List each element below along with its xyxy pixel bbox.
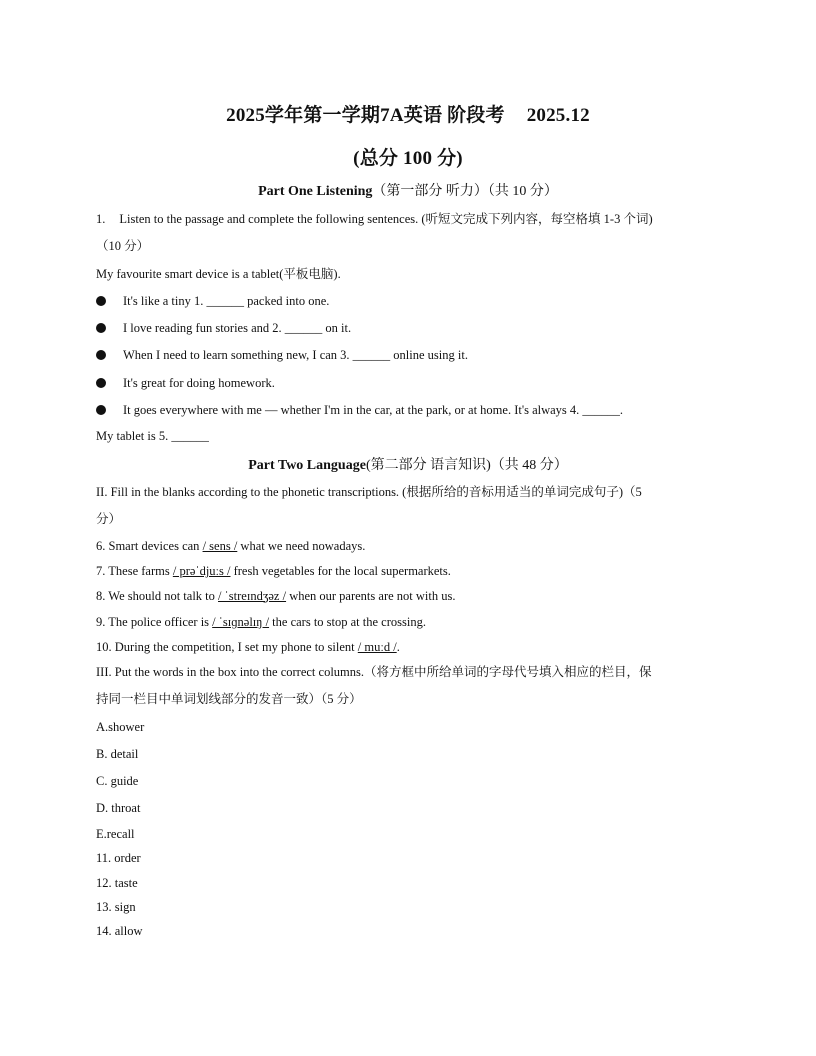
q3-option: C. guide xyxy=(96,774,139,788)
q1-instruction-text: Listen to the passage and complete the following sentences. (听短文完成下列内容，每空格填 1-3 个词) xyxy=(119,212,653,226)
q2-item-text: 6. Smart devices can xyxy=(96,539,203,553)
bullet-icon xyxy=(96,323,106,333)
exam-title-date: 2025.12 xyxy=(526,105,590,126)
phonetic-transcription: / muːd / xyxy=(357,640,397,654)
part-one-heading xyxy=(0,180,816,200)
exam-title xyxy=(0,100,816,127)
q1-bullet-text: I love reading fun stories and 2. ______ on it. xyxy=(123,321,352,335)
q3-instruction-cont: 持同一栏目中单词划线部分的发音一致）（5 分） xyxy=(96,692,362,706)
q2-item-text: fresh vegetables for the local supermarkets. xyxy=(230,564,451,578)
exam-title-main: 2025学年第一学期7A英语 阶段考 xyxy=(226,105,505,126)
phonetic-transcription: / ˈsɪɡnəlɪŋ / xyxy=(212,615,270,629)
q3-instruction: III. Put the words in the box into the correct columns.（将方框中所给单词的字母代号填入相应的栏目，保 xyxy=(96,665,652,679)
q2-instruction-cont: 分） xyxy=(96,512,122,526)
q2-item-text: . xyxy=(396,640,400,654)
bullet-icon xyxy=(96,378,106,388)
q2-item-9 xyxy=(96,614,726,630)
q3-item: 14. allow xyxy=(96,924,143,938)
list-item xyxy=(96,320,726,336)
phonetic-transcription: / prəˈdjuːs / xyxy=(172,564,231,578)
q1-bullet-text: It's great for doing homework. xyxy=(123,376,275,390)
q1-instruction xyxy=(96,211,726,227)
q2-item-8 xyxy=(96,588,726,604)
part-two-heading-cn: (第二部分 语言知识)（共 48 分） xyxy=(365,458,568,473)
q2-item-6 xyxy=(96,538,726,554)
phonetic-transcription: / ˈstreɪndʒəz / xyxy=(218,589,287,603)
list-item xyxy=(96,375,726,391)
q1-bullet-text: It's like a tiny 1. ______ packed into one. xyxy=(123,294,330,308)
q2-item-text: what we need nowadays. xyxy=(237,539,366,553)
q1-number: 1. xyxy=(96,212,106,226)
part-two-heading xyxy=(0,454,816,474)
q2-item-text: when our parents are not with us. xyxy=(286,589,456,603)
q2-item-text: 8. We should not talk to xyxy=(96,589,219,603)
q3-item: 11. order xyxy=(96,851,141,865)
part-two-heading-en: Part Two Language xyxy=(248,458,366,473)
q1-bullet-text: When I need to learn something new, I can 3. ______ online using it. xyxy=(123,348,468,362)
q1-bullet-text: It goes everywhere with me — whether I'm in the car, at the park, or at home. It's always 4. ______. xyxy=(123,403,624,417)
q2-item-10 xyxy=(96,639,726,655)
q2-item-text: 10. During the competition, I set my phone to silent xyxy=(96,640,358,654)
list-item xyxy=(96,402,726,418)
list-item xyxy=(96,347,726,363)
q3-option: B. detail xyxy=(96,747,139,761)
bullet-icon xyxy=(96,350,106,360)
exam-subtitle: (总分 100 分) xyxy=(353,148,463,169)
q3-item: 13. sign xyxy=(96,900,136,914)
part-one-heading-cn: （第一部分 听力）（共 10 分） xyxy=(372,184,558,199)
q2-item-text: 7. These farms xyxy=(96,564,173,578)
q2-item-7 xyxy=(96,563,726,579)
bullet-icon xyxy=(96,405,106,415)
q3-item: 12. taste xyxy=(96,876,138,890)
bullet-icon xyxy=(96,296,106,306)
q1-points: （10 分） xyxy=(96,239,150,253)
q2-item-text: 9. The police officer is xyxy=(96,615,213,629)
q3-option: A.shower xyxy=(96,720,145,734)
part-one-heading-en: Part One Listening xyxy=(258,184,373,199)
list-item xyxy=(96,293,726,309)
q1-intro: My favourite smart device is a tablet(平板电脑). xyxy=(96,267,341,281)
q1-closing: My tablet is 5. ______ xyxy=(96,429,209,443)
q3-option: E.recall xyxy=(96,827,135,841)
q2-item-text: the cars to stop at the crossing. xyxy=(269,615,426,629)
q3-option: D. throat xyxy=(96,801,141,815)
phonetic-transcription: / sens / xyxy=(202,539,238,553)
q2-instruction: II. Fill in the blanks according to the phonetic transcriptions. (根据所给的音标用适当的单词完成句子)（5 xyxy=(96,485,642,499)
